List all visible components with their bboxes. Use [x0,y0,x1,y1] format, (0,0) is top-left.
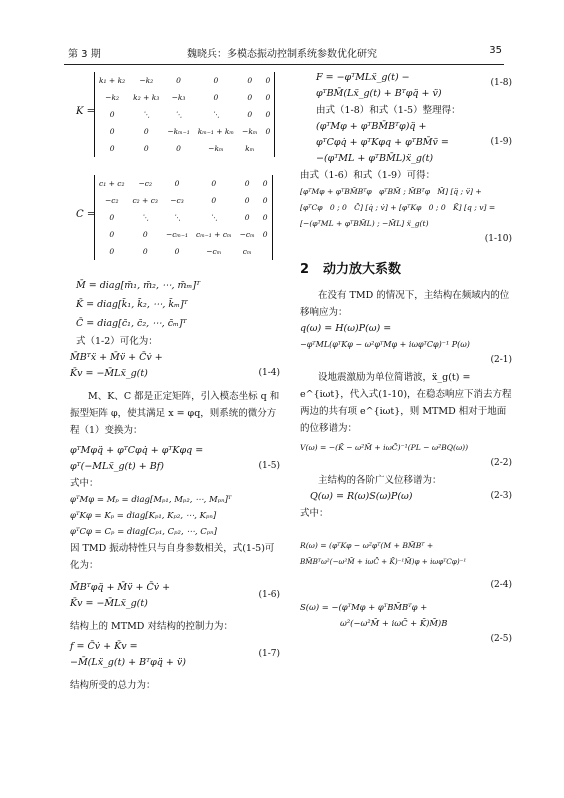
eq-2-5-a: S(ω) = −(φᵀMφ + φᵀBM̄Bᵀφ + [300,602,428,612]
matrix-c-cell: 0 [262,213,268,222]
matrix-c-cell: 0 [211,179,217,188]
matrix-c-cell: 0 [262,196,268,205]
text-r4: 式中： [300,508,329,519]
eq-1-9-b: φᵀCφq̇ + φᵀKφq + φᵀBM̄v̈ = [316,137,449,148]
header-rule [64,64,504,65]
eq-2-5-number: (2-5) [490,634,512,644]
para-2: 设地震激励为单位简谐波，ẍ_g(t) = e^{iωt}，代入式(1-10)，在稳态响应下消去方程两边的共有项 e^{iωt}，则 MTMD 相对于地面的位移谱为： [300,372,512,434]
matrix-k-cell: 0 [109,110,115,119]
section-title: 动力放大系数 [323,262,402,277]
matrix-k-row [95,140,275,157]
matrix-k-cell: 0 [176,144,181,153]
eq-1-6-b: K̄v = −M̄Lẍ_g(t) [70,598,148,609]
eq-1-10-number: (1-10) [484,234,512,244]
matrix-c-cell: ⋱ [141,213,149,222]
matrix-c-cell: cₘ₋₁ + cₘ [196,230,232,239]
eq-2-4-a: R(ω) = (φᵀKφ − ω²φᵀ(M + BM̄Bᵀ + [300,541,434,550]
section-number: 2 [300,262,310,277]
para-1: 在没有 TMD 的情况下，主结构在频域内的位移响应为： [300,290,510,318]
eq-1-4-a: M̄Bᵀẍ + M̄v̈ + C̄v̇ + [70,352,163,363]
section-heading [300,262,512,277]
text-r2: 由式（1-6）和式（1-9）可得： [300,170,436,181]
matrix-c-cell: 0 [211,196,217,205]
matrix-k-cell: −k₂ [139,76,154,85]
running-title: 魏晓兵：多模态振动控制系统参数优化研究 [187,49,377,60]
page-number: 35 [489,45,502,56]
matrix-c-cell [259,243,272,260]
matrix-k-cell: ⋱ [212,110,220,119]
eq-1-5-number: (1-5) [258,461,280,471]
text-1: 式（1-2）可化为： [76,336,158,347]
eq-1-7-a: f = C̄v̇ + K̄v = [70,641,138,652]
eq-2-1-number: (2-1) [490,355,512,365]
matrix-k-row [95,106,275,123]
eq-1-7-number: (1-7) [258,649,280,659]
matrix-k-cell: 0 [143,144,149,153]
eq-1-9-c: −(φᵀML + φᵀBM̄L)ẍ_g(t) [316,153,434,164]
matrix-c-row [95,226,273,243]
eq-1-7-b: −M̄(Lẍ_g(t) + Bᵀφq̈ + v̈) [70,657,186,668]
matrix-k-cell: −kₘ₋₁ [167,127,190,136]
matrix-c-cell: 0 [262,230,268,239]
matrix-c-row [95,209,273,226]
matrix-c-cell: −cₘ [239,230,255,239]
matrix-c-table [94,175,273,260]
eq-1-5-b: φᵀ(−MLẍ_g(t) + Bf) [70,461,164,472]
eq-1-5-a: φᵀMφq̈ + φᵀCφq̇ + φᵀKφq = [70,445,204,456]
matrix-k-label: K = [76,106,96,117]
text-4: 因 TMD 振动特性只与自身参数相关，式(1-5)可化为： [70,543,275,571]
matrix-c-cell: 0 [262,179,268,188]
eq-2-4-number: (2-4) [490,580,512,590]
matrix-c-cell: −c₂ [104,196,119,205]
matrix-k-cell: 0 [213,93,219,102]
eq-1-8-a: F = −φᵀMLẍ_g(t) − [316,72,410,83]
matrix-c-cell: ⋱ [210,213,218,222]
matrix-k-cell: 0 [109,127,115,136]
matrix-k-cell: k₁ + k₂ [99,76,126,85]
matrix-c-cell: 0 [174,247,180,256]
journal-issue: 第 3 期 [68,49,101,60]
matrix-k-cell: kₘ [245,144,255,153]
matrix-c-cell: 0 [142,230,148,239]
eq-1-9-number: (1-9) [490,137,512,147]
eq-2-3: Q(ω) = R(ω)S(ω)P(ω) [310,491,413,502]
matrix-k-cell: 0 [247,76,253,85]
matrix-c-cell: −c₃ [170,196,184,205]
matrix-c-cell: ⋱ [173,213,181,222]
matrix-k-cell: 0 [213,76,219,85]
matrix-k-cell: 0 [265,127,271,136]
matrix-k-cell: 0 [143,127,149,136]
matrix-c-cell: 0 [244,213,250,222]
matrix-k-cell: 0 [265,76,271,85]
eq-2-5-b: ω²(−ω²M̄ + iωC̄ + K̄)M̄)B [340,618,448,628]
matrix-k-cell: 0 [247,93,253,102]
matrix-c [76,175,280,260]
matrix-c-cell: 0 [109,230,115,239]
eq-1-9-a: (φᵀMφ + φᵀBM̄Bᵀφ)q̈ + [316,121,427,132]
matrix-k [76,72,280,157]
matrix-k-cell: −k₃ [171,93,186,102]
text-6: 结构所受的总力为： [70,680,156,691]
matrix-c-cell: −cₘ [206,247,222,256]
eq-1-4-b: K̄v = −M̄Lẍ_g(t) [70,368,148,379]
matrix-k-cell: −k₂ [105,93,119,102]
matrix-k-cell: 0 [265,110,271,119]
eq-1-10-c: [−(φᵀML + φᵀBM̄L) ; −M̄L] ẍ_g(t) [300,219,429,228]
matrix-c-cell: −c₂ [138,179,152,188]
text-3: 式中： [70,478,99,489]
eq-1-8-b: φᵀBM̄(Lẍ_g(t) + Bᵀφq̈ + v̈) [316,88,442,99]
eq-2-2-number: (2-2) [490,458,512,468]
matrix-k-cell: 0 [109,144,115,153]
diag-m: M̄ = diag[m̄₁, m̄₂, ⋯, m̄ₘ]ᵀ [76,280,201,291]
eq-2-1-b: −φᵀML(φᵀKφ − ω²φᵀMφ + iωφᵀCφ)⁻¹ P(ω) [300,340,470,349]
eq-2-3-number: (2-3) [490,491,512,501]
where-1: φᵀMφ = Mₚ = diag[Mₚ₁, Mₚ₂, ⋯, Mₚₙ]ᵀ [70,495,232,505]
eq-2-4-b: BM̄Bᵀω²(−ω²M̄ + iωC̄ + K̄)⁻¹M̄)φ + iωφᵀCφ)⁻¹ [300,557,467,566]
matrix-c-cell: −cₘ₋₁ [165,230,188,239]
matrix-k-cell: k₂ + k₃ [133,93,160,102]
matrix-c-row [95,175,273,192]
diag-k: K̄ = diag[k̄₁, k̄₂, ⋯, k̄ₘ]ᵀ [76,299,188,310]
diag-c: C̄ = diag[c̄₁, c̄₂, ⋯, c̄ₘ]ᵀ [76,318,187,329]
matrix-c-row [95,243,273,260]
matrix-k-row [95,72,275,89]
matrix-k-row [95,123,275,140]
matrix-c-cell: 0 [174,179,180,188]
eq-1-6-a: M̄Bᵀφq̈ + M̄v̈ + C̄v̇ + [70,582,171,593]
text-5: 结构上的 MTMD 对结构的控制力为： [70,621,233,632]
eq-1-6-number: (1-6) [258,590,280,600]
page-header [0,42,564,64]
matrix-k-cell: 0 [176,76,181,85]
matrix-k-table [94,72,275,157]
matrix-k-cell: kₘ₋₁ + kₘ [197,127,235,136]
matrix-c-cell: c₂ + c₃ [132,196,158,205]
matrix-k-cell [261,140,274,157]
matrix-k-row [95,89,275,106]
right-column [300,70,512,648]
eq-1-10-b: [φᵀCφ 0 ; 0 C̄] [q̇ ; v̇] + [φᵀKφ 0 ; 0 K̄] [q ; v] = [300,203,496,212]
text-r1: 由式（1-8）和式（1-5）整理得： [316,105,461,116]
eq-1-10-a: [φᵀMφ + φᵀBM̄Bᵀφ φᵀBM̄ ; M̄Bᵀφ M̄] [q̈ ; v̈] + [300,187,482,196]
left-column [70,70,280,694]
matrix-c-cell: cₘ [242,247,252,256]
text-2: M、K、C 都是正定矩阵，引入模态坐标 q 和振型矩阵 φ，使其满足 x = φq，则系统的微分方程（1）变换为： [70,391,280,436]
where-2: φᵀKφ = Kₚ = diag[Kₚ₁, Kₚ₂, ⋯, Kₚₙ] [70,511,217,521]
eq-1-8-number: (1-8) [490,78,512,88]
matrix-k-cell: 0 [247,110,253,119]
matrix-k-cell: ⋱ [174,110,183,119]
matrix-c-cell: 0 [244,196,250,205]
eq-2-2: V(ω) = −(K̄ − ω²M̄ + iωC̄)⁻¹(PL − ω²BQ(ω)) [300,443,469,452]
matrix-k-cell: −kₘ [208,144,224,153]
matrix-c-cell: c₁ + c₂ [99,179,125,188]
matrix-c-cell: 0 [142,247,148,256]
matrix-c-cell: 0 [109,247,115,256]
matrix-c-row [95,192,273,209]
matrix-k-cell: ⋱ [142,110,150,119]
para-3: 主结构的各阶广义位移谱为： [318,475,442,486]
matrix-c-cell: 0 [109,213,115,222]
matrix-c-cell: 0 [244,179,250,188]
matrix-k-cell: 0 [265,93,271,102]
where-3: φᵀCφ = Cₚ = diag[Cₚ₁, Cₚ₂, ⋯, Cₚₙ] [70,527,217,537]
eq-2-1-a: q(ω) = H(ω)P(ω) = [300,323,392,334]
eq-1-4-number: (1-4) [258,368,280,378]
matrix-c-label: C = [76,209,96,220]
matrix-k-cell: −kₘ [242,127,258,136]
